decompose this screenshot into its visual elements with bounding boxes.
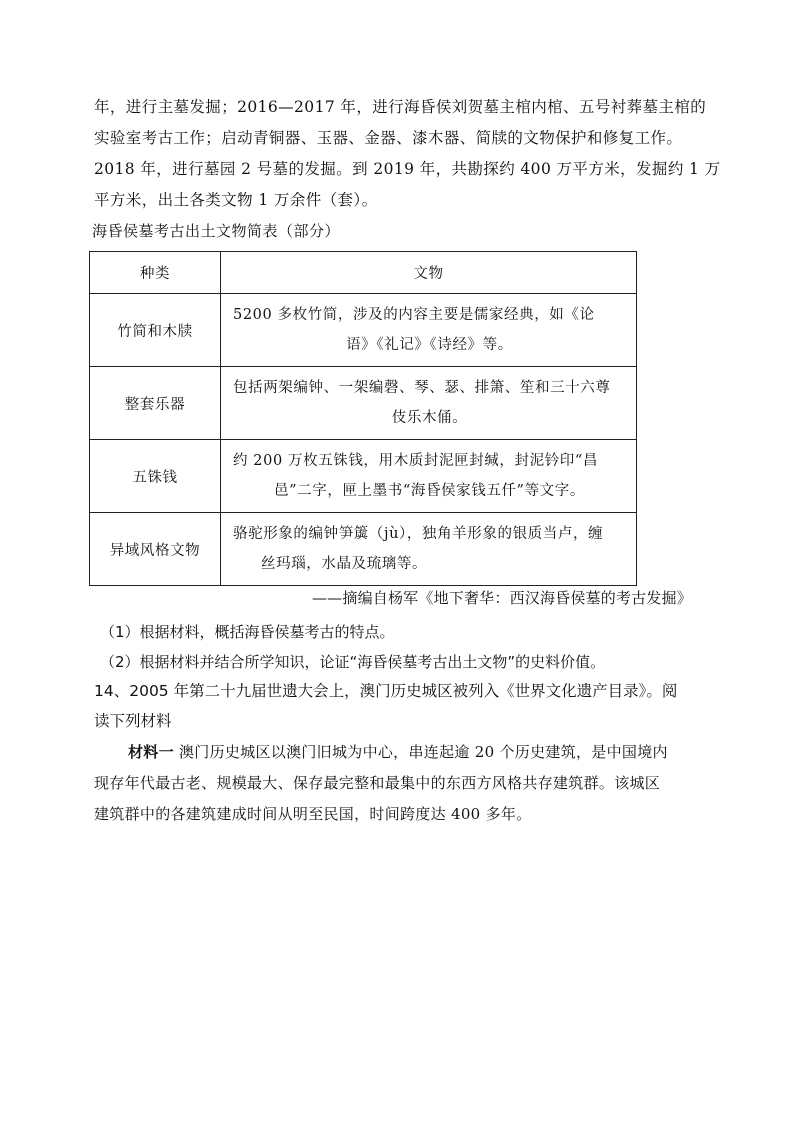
row-item-line: 约 200 万枚五铢钱，用木质封泥匣封缄，封泥钤印“昌: [233, 453, 599, 469]
question-14-line: 14、2005 年第二十九届世遗大会上，澳门历史城区被列入《世界文化遗产目录》。阅: [94, 682, 678, 700]
row-kind: 异域风格文物: [90, 513, 221, 586]
row-item-line: 5200 多枚竹简，涉及的内容主要是儒家经典，如《论: [233, 307, 595, 323]
row-items: [221, 513, 637, 586]
intro-line: 平方米，出土各类文物 1 万余件（套）。: [94, 191, 378, 209]
material-line: 现存年代最古老、规模最大、保存最完整和最集中的东西方风格共存建筑群。该城区: [94, 774, 661, 792]
intro-line: 年，进行主墓发掘；2016—2017 年，进行海昏侯刘贺墓主棺内棺、五号衬葬墓主棺的: [94, 98, 707, 116]
question-14: [94, 676, 714, 736]
row-items: [221, 294, 637, 367]
row-item-line: 邑”二字，匣上墨书“海昏侯家钱五仟”等文字。: [274, 483, 585, 499]
table-header-row: [90, 252, 637, 294]
material-one: [94, 737, 714, 830]
header-items: 文物: [221, 252, 637, 294]
intro-line: 实验室考古工作；启动青铜器、玉器、金器、漆木器、简牍的文物保护和修复工作。: [94, 129, 683, 147]
material-line: 建筑群中的各建筑建成时间从明至民国，时间跨度达 400 多年。: [94, 805, 532, 823]
row-kind: 竹简和木牍: [90, 294, 221, 367]
row-items: [221, 440, 637, 513]
relics-table: [89, 251, 637, 586]
table-row: [90, 440, 637, 513]
row-item-line: 丝玛瑙，水晶及琉璃等。: [261, 556, 428, 572]
intro-line: 2018 年，进行墓园 2 号墓的发掘。到 2019 年，共勘探约 400 万平方米，发掘约 1 万: [94, 160, 721, 178]
table-row: [90, 513, 637, 586]
row-kind: 五铢钱: [90, 440, 221, 513]
question-14-line: 读下列材料: [94, 712, 172, 730]
row-items: [221, 367, 637, 440]
intro-paragraph: [94, 92, 721, 216]
row-item-line: 语》《礼记》《诗经》等。: [346, 337, 513, 353]
material-text: 澳门历史城区以澳门旧城为中心，串连起逾 20 个历史建筑，是中国境内: [173, 743, 668, 761]
row-kind: 整套乐器: [90, 367, 221, 440]
material-lead: 材料一: [128, 743, 174, 761]
row-item-line: 包括两架编钟、一架编磬、琴、瑟、排箫、笙和三十六尊: [233, 380, 611, 396]
material-line: [94, 737, 714, 768]
source-citation: ——摘编自杨军《地下奢华：西汉海昏侯墓的考古发掘》: [311, 589, 692, 607]
question-2: （2）根据材料并结合所学知识，论证“海昏侯墓考古出土文物”的史料价值。: [100, 653, 606, 671]
header-kind: 种类: [90, 252, 221, 294]
row-item-line: 伎乐木俑。: [391, 410, 468, 426]
table-row: [90, 367, 637, 440]
table-caption: 海昏侯墓考古出土文物简表（部分）: [92, 222, 341, 240]
question-1: （1）根据材料，概括海昏侯墓考古的特点。: [100, 623, 395, 641]
row-item-line: 骆驼形象的编钟笋簴（jù），独角羊形象的银质当卢，缠: [233, 526, 604, 542]
table-row: [90, 294, 637, 367]
